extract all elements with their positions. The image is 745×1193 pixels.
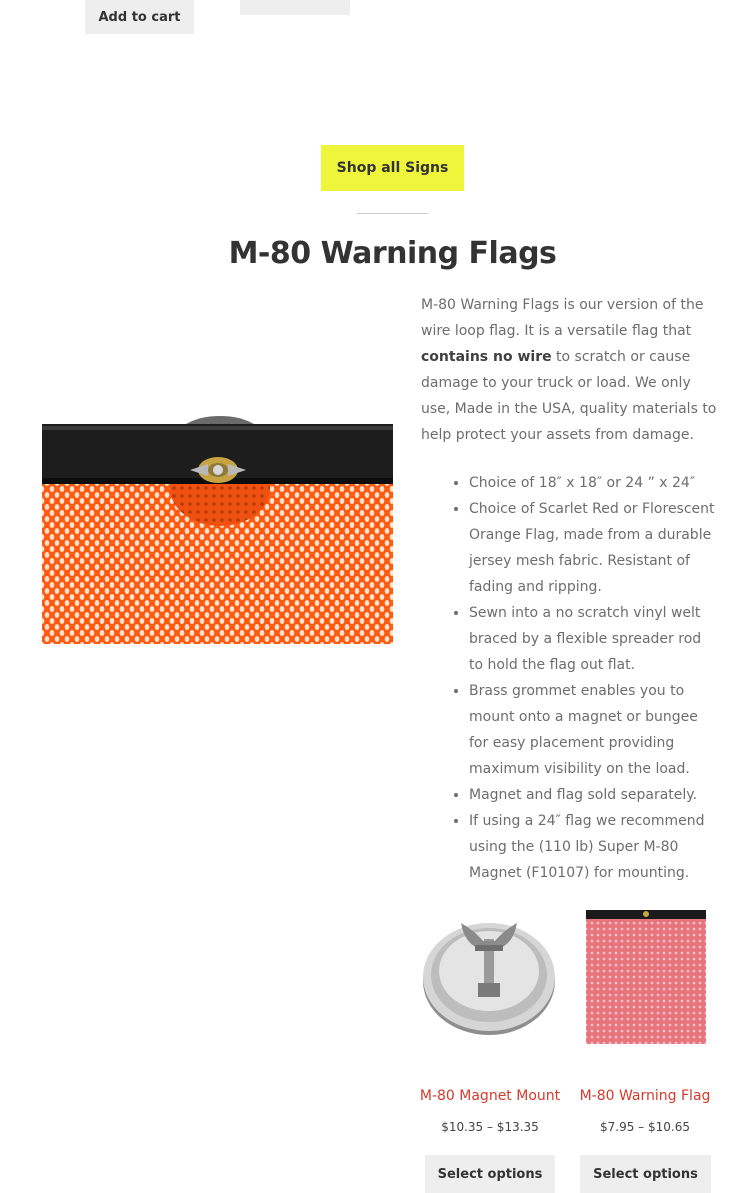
warning-flag-image bbox=[42, 300, 393, 644]
select-options-label: Select options bbox=[593, 1166, 698, 1182]
feature-item: • If using a 24″ flag we recommend using the (110 lb) Super M-80 Magnet (F10107) for mounting. bbox=[469, 808, 717, 886]
feature-item: • Choice of 18″ x 18″ or 24 ” x 24″ bbox=[469, 470, 717, 496]
description-paragraph bbox=[421, 292, 717, 448]
product-name-link[interactable]: M-80 Magnet Mount bbox=[419, 1088, 561, 1104]
product-price: $10.35 – $13.35 bbox=[441, 1120, 539, 1134]
feature-item: • Sewn into a no scratch vinyl welt braced by a flexible spreader rod to hold the flag out flat. bbox=[469, 600, 717, 678]
feature-item: • Brass grommet enables you to mount onto a magnet or bungee for easy placement providing maximum visibility on the load. bbox=[469, 678, 717, 782]
add-to-cart-label: Add to cart bbox=[98, 9, 181, 25]
description-bold: contains no wire bbox=[421, 349, 552, 365]
description-text-end: to scratch or cause damage to your truck or load. We only use, Made in the USA, quality materials to help protect your assets from damage. bbox=[421, 349, 717, 443]
section-divider bbox=[357, 213, 428, 214]
feature-item: • Choice of Scarlet Red or Florescent Orange Flag, made from a durable jersey mesh fabric. Resistant of fading and ripping. bbox=[469, 496, 717, 600]
add-to-cart-button[interactable] bbox=[85, 0, 194, 34]
partial-button[interactable] bbox=[240, 0, 350, 15]
product-name-link[interactable]: M-80 Warning Flag bbox=[579, 1088, 711, 1104]
select-options-button[interactable] bbox=[425, 1155, 555, 1193]
shop-all-signs-label: Shop all Signs bbox=[336, 160, 449, 176]
select-options-label: Select options bbox=[437, 1166, 543, 1182]
description-text: M-80 Warning Flags is our version of the wire loop flag. It is a versatile flag that bbox=[421, 297, 704, 339]
feature-list bbox=[421, 470, 717, 886]
magnet-image[interactable] bbox=[421, 905, 558, 1042]
shop-all-signs-button[interactable] bbox=[321, 145, 464, 191]
select-options-button[interactable] bbox=[580, 1155, 711, 1193]
feature-item: • Magnet and flag sold separately. bbox=[469, 782, 717, 808]
section-title: M-80 Warning Flags bbox=[228, 236, 557, 271]
product-price: $7.95 – $10.65 bbox=[600, 1120, 690, 1134]
red-flag-image[interactable] bbox=[583, 908, 709, 1048]
